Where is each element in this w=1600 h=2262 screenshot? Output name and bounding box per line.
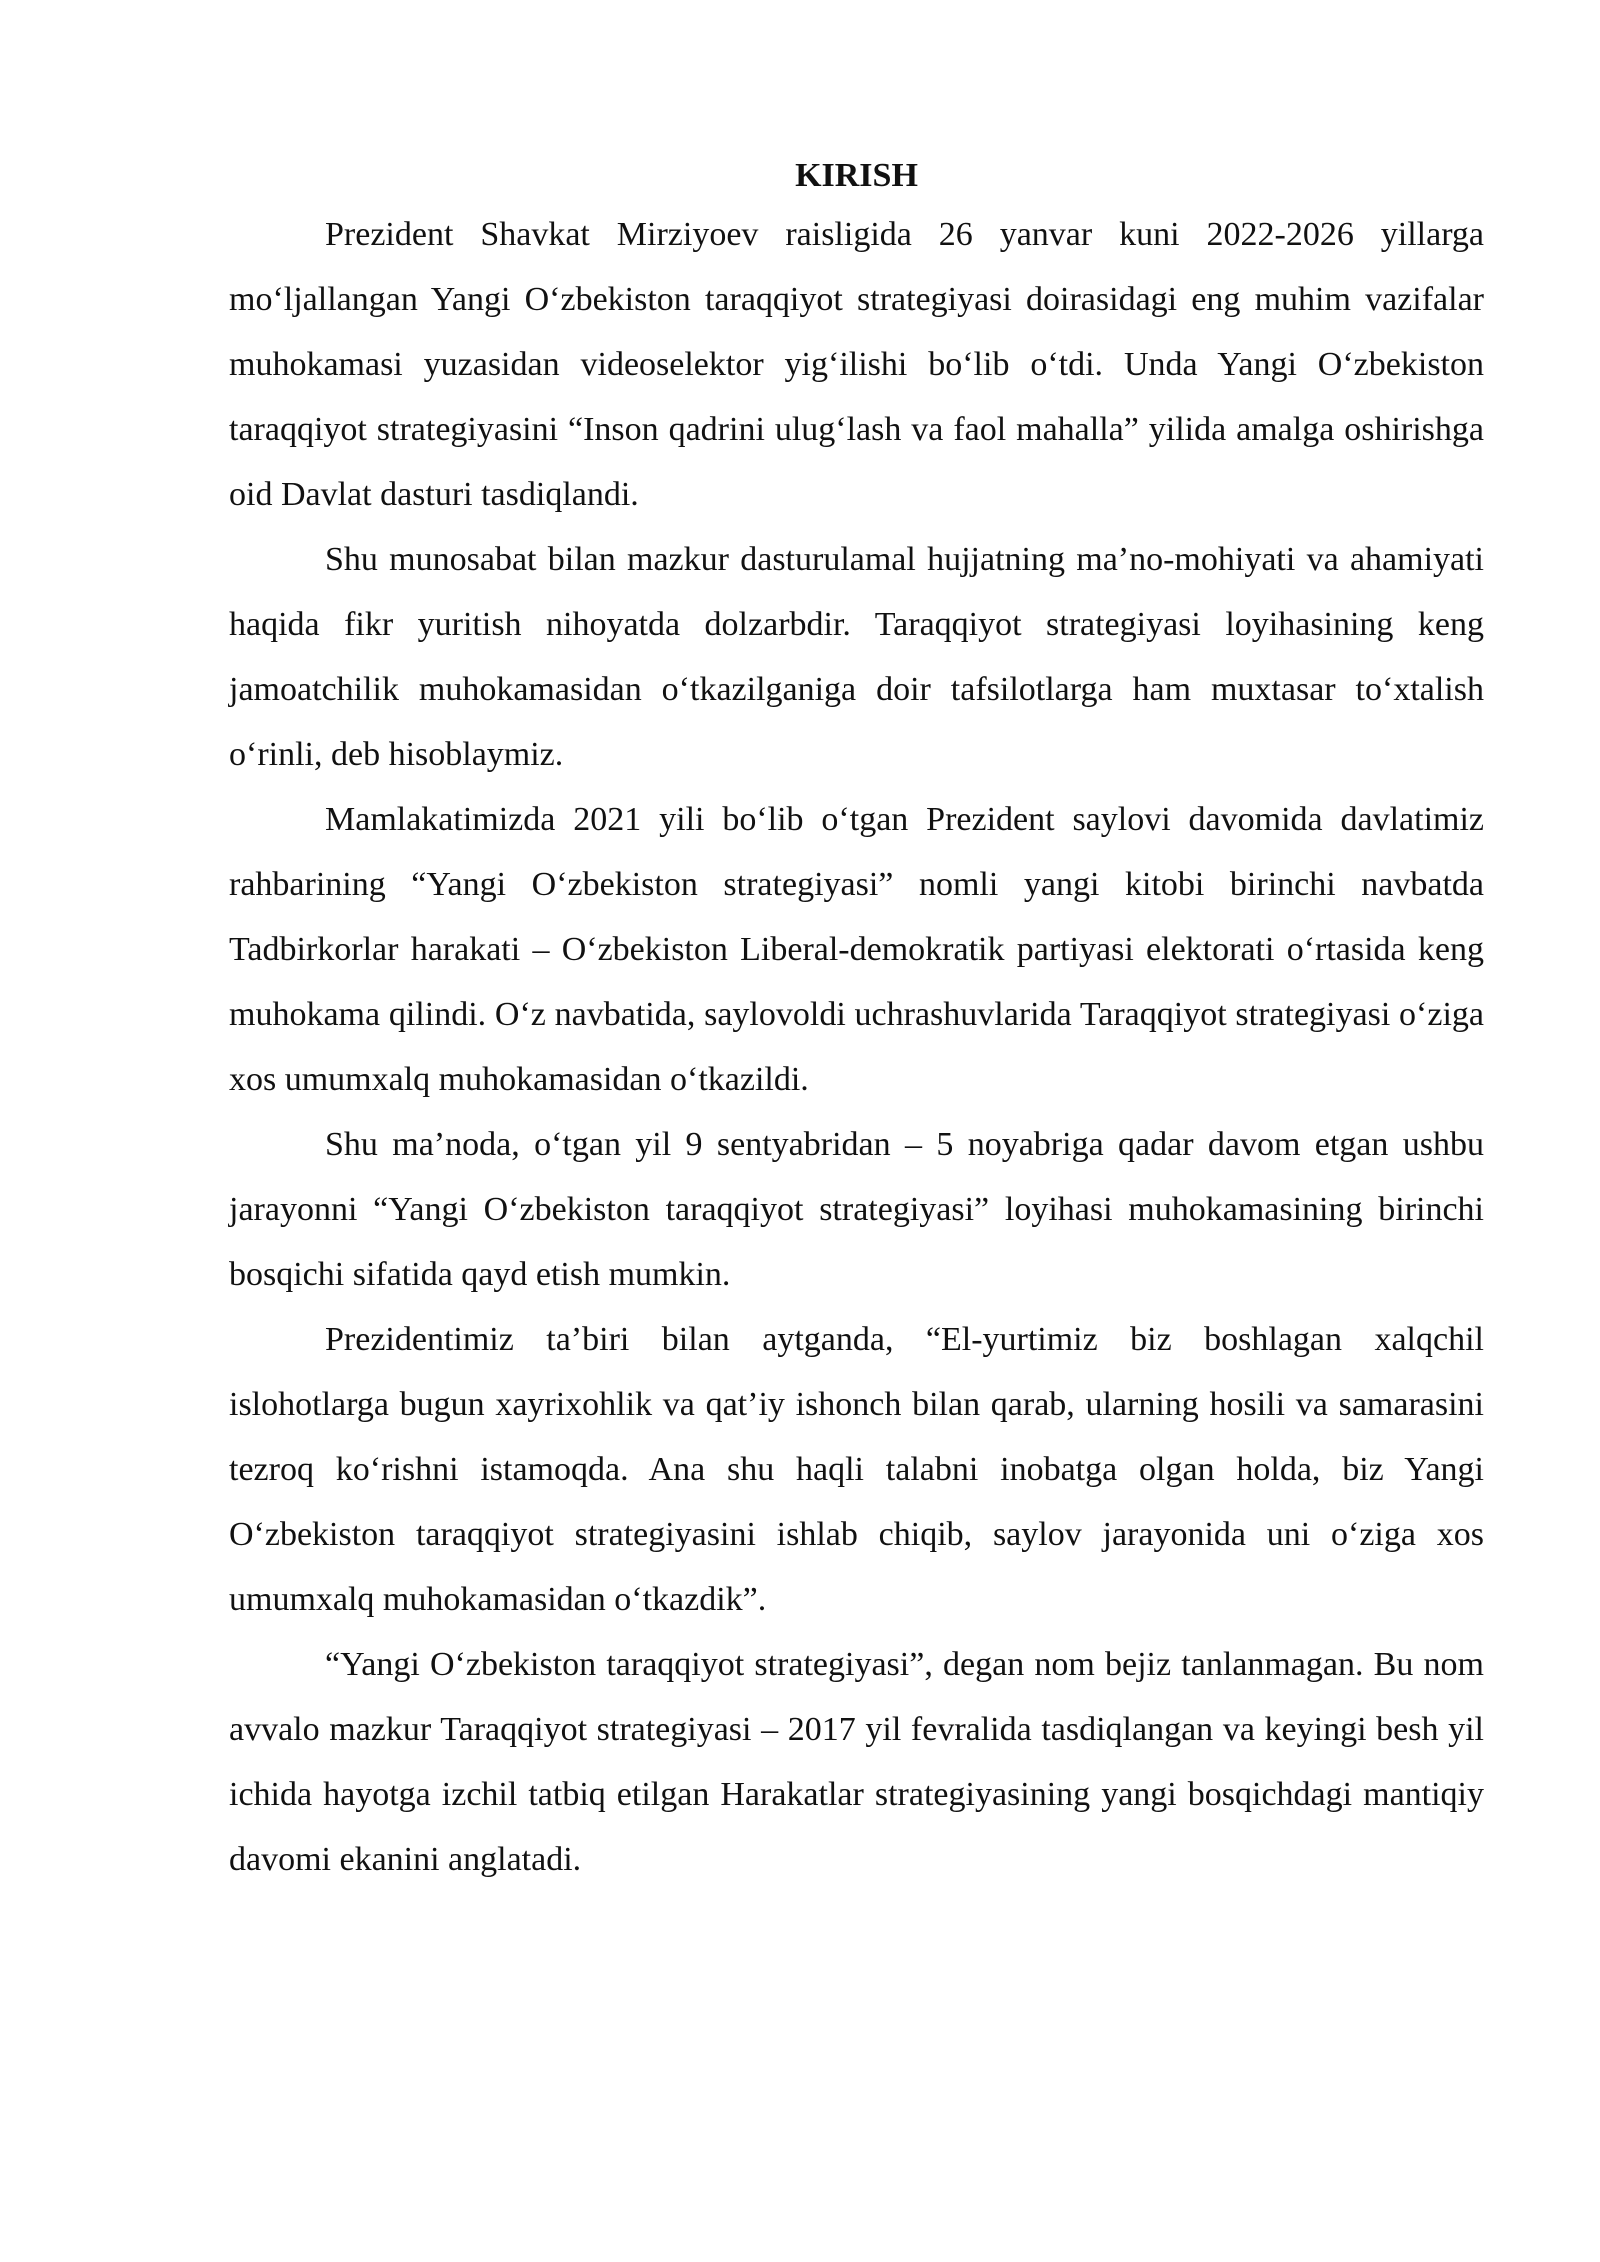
paragraph-2: Shu munosabat bilan mazkur dasturulamal hujjatning ma’no-mohiyati va ahamiyati haqida fikr yuritish nihoyatda dolzarbdir. Taraqqiyot strategiyasi loyihasining keng jamoatchilik muhokamasidan o‘tkazilganiga doir tafsilotlarga ham muxtasar to‘xtalish o‘rinli, deb hisoblaymiz. <box>229 541 1484 773</box>
paragraph-1: Prezident Shavkat Mirziyoev raisligida 26 yanvar kuni 2022-2026 yillarga mo‘ljallangan Yangi O‘zbekiston taraqqiyot strategiyasi doirasidagi eng muhim vazifalar muhokamasi yuzasidan videoselektor yig‘ilishi bo‘lib o‘tdi. Unda Yangi O‘zbekiston taraqqiyot strategiyasini “Inson qadrini ulug‘lash va faol mahalla” yilida amalga oshirishga oid Davlat dasturi tasdiqlandi. <box>229 216 1484 513</box>
paragraph-6: “Yangi O‘zbekiston taraqqiyot strategiyasi”, degan nom bejiz tanlanmagan. Bu nom avvalo mazkur Taraqqiyot strategiyasi – 2017 yil fevralida tasdiqlangan va keyingi besh yil ichida hayotga izchil tatbiq etilgan Harakatlar strategiyasining yangi bosqichdagi mantiqiy davomi ekanini anglatadi. <box>229 1646 1484 1878</box>
document-body <box>229 150 1484 1892</box>
document-title: KIRISH <box>795 157 918 194</box>
paragraph-5: Prezidentimiz ta’biri bilan aytganda, “El-yurtimiz biz boshlagan xalqchil islohotlarga bugun xayrixohlik va qat’iy ishonch bilan qarab, ularning hosili va samarasini tezroq ko‘rishni istamoqda. Ana shu haqli talabni inobatga olgan holda, biz Yangi O‘zbekiston taraqqiyot strategiyasini ishlab chiqib, saylov jarayonida uni o‘ziga xos umumxalq muhokamasidan o‘tkazdik”. <box>229 1321 1484 1618</box>
paragraph-4: Shu ma’noda, o‘tgan yil 9 sentyabridan – 5 noyabriga qadar davom etgan ushbu jarayonni “Yangi O‘zbekiston taraqqiyot strategiyasi” loyihasi muhokamasining birinchi bosqichi sifatida qayd etish mumkin. <box>229 1126 1484 1293</box>
paragraph-3: Mamlakatimizda 2021 yili bo‘lib o‘tgan Prezident saylovi davomida davlatimiz rahbarining “Yangi O‘zbekiston strategiyasi” nomli yangi kitobi birinchi navbatda Tadbirkorlar harakati – O‘zbekiston Liberal-demokratik partiyasi elektorati o‘rtasida keng muhokama qilindi. O‘z navbatida, saylovoldi uchrashuvlarida Taraqqiyot strategiyasi o‘ziga xos umumxalq muhokamasidan o‘tkazildi. <box>229 801 1484 1098</box>
